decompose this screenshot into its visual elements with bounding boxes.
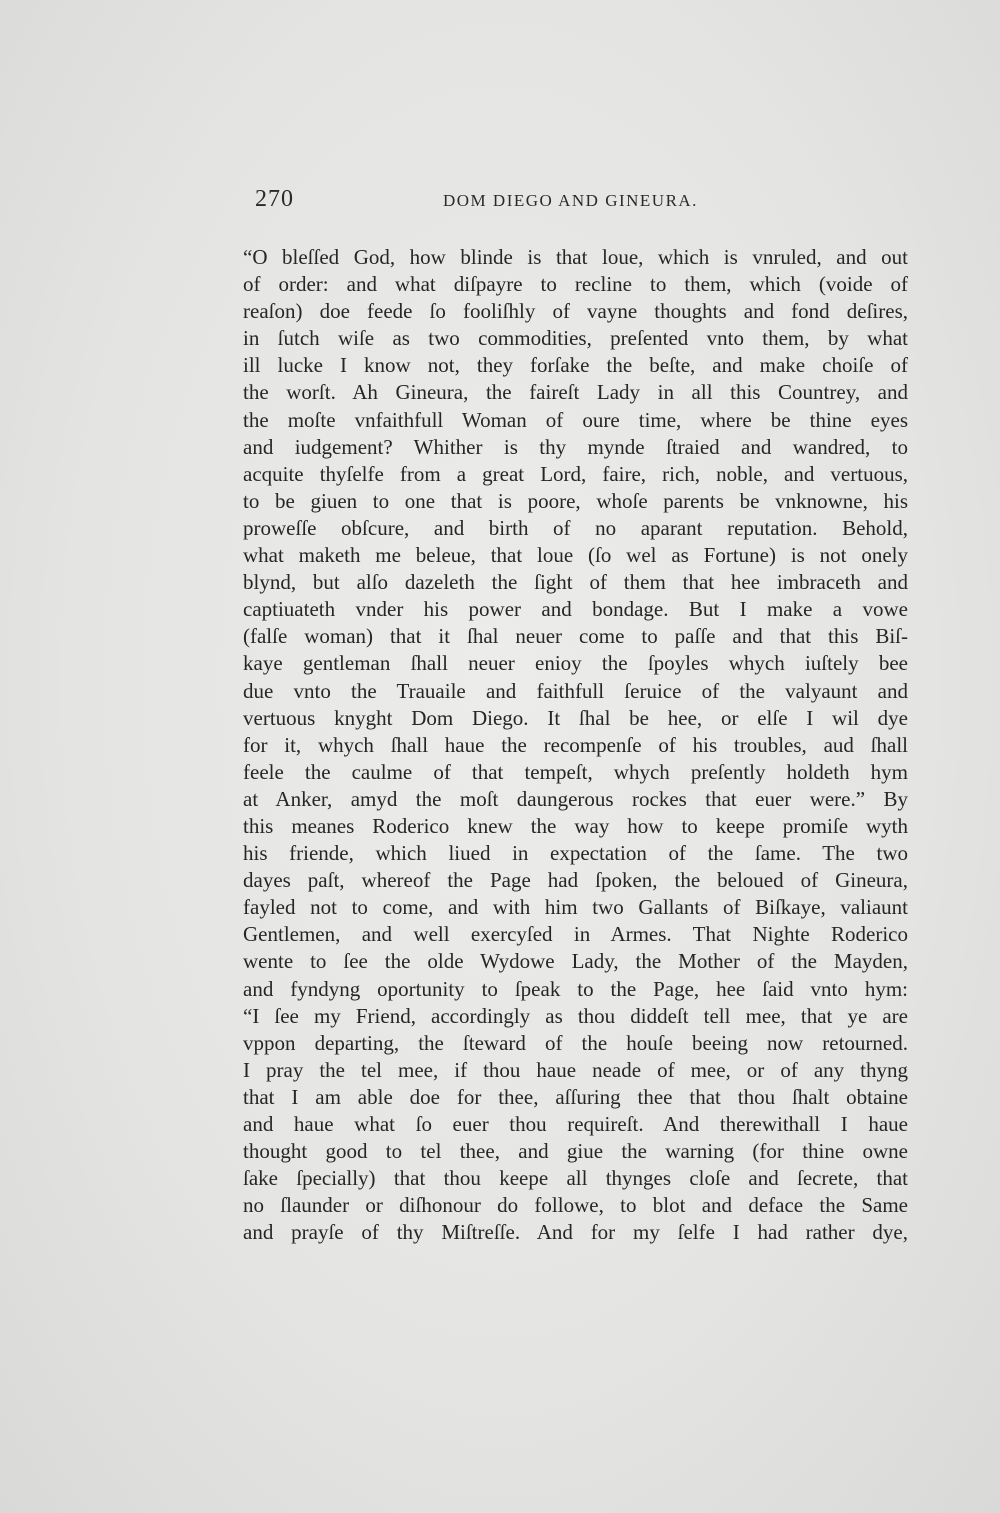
- text-line: (falſe woman) that it ſhal neuer come to paſſe and that this Biſ-: [243, 624, 908, 649]
- body-text: [243, 244, 908, 1246]
- page-number: 270: [255, 186, 294, 212]
- text-line: the worſt. Ah Gineura, the faireſt Lady in all this Countrey, and: [243, 380, 908, 405]
- text-line: and prayſe of thy Miſtreſſe. And for my ſelfe I had rather dye,: [243, 1220, 908, 1245]
- text-line: kaye gentleman ſhall neuer enioy the ſpoyles whych iuſtely bee: [243, 651, 908, 676]
- running-head: [255, 186, 905, 216]
- text-line: acquite thyſelfe from a great Lord, faire, rich, noble, and vertuous,: [243, 461, 908, 486]
- text-line: vertuous knyght Dom Diego. It ſhal be hee, or elſe I wil dye: [243, 705, 908, 730]
- text-line: vppon departing, the ſteward of the houſe beeing now retourned.: [243, 1030, 908, 1055]
- text-line: reaſon) doe feede ſo fooliſhly of vayne thoughts and fond deſires,: [243, 299, 908, 324]
- text-line: at Anker, amyd the moſt daungerous rockes that euer were.” By: [243, 786, 908, 811]
- text-line: thought good to tel thee, and giue the warning (for thine owne: [243, 1139, 908, 1164]
- running-title: DOM DIEGO AND GINEURA.: [443, 191, 698, 210]
- text-line: proweſſe obſcure, and birth of no aparant reputation. Behold,: [243, 515, 908, 540]
- text-line: wente to ſee the olde Wydowe Lady, the Mother of the Mayden,: [243, 949, 908, 974]
- text-line: his friende, which liued in expectation of the ſame. The two: [243, 841, 908, 866]
- text-line: ill lucke I know not, they forſake the beſte, and make choiſe of: [243, 353, 908, 378]
- text-line: in ſutch wiſe as two commodities, preſented vnto them, by what: [243, 326, 908, 351]
- text-line: due vnto the Trauaile and faithfull ſeruice of the valyaunt and: [243, 678, 908, 703]
- text-line: and iudgement? Whither is thy mynde ſtraied and wandred, to: [243, 434, 908, 459]
- text-line: for it, whych ſhall haue the recompenſe of his troubles, aud ſhall: [243, 732, 908, 757]
- text-line: of order: and what diſpayre to recline to them, which (voide of: [243, 272, 908, 297]
- text-line: the moſte vnfaithfull Woman of oure time, where be thine eyes: [243, 407, 908, 432]
- text-line: blynd, but alſo dazeleth the ſight of them that hee imbraceth and: [243, 570, 908, 595]
- text-line: I pray the tel mee, if thou haue neade of mee, or of any thyng: [243, 1057, 908, 1082]
- text-line: feele the caulme of that tempeſt, whych preſently holdeth hym: [243, 759, 908, 784]
- text-line: captiuateth vnder his power and bondage. But I make a vowe: [243, 597, 908, 622]
- text-line: this meanes Roderico knew the way how to keepe promiſe wyth: [243, 813, 908, 838]
- text-line: no ſlaunder or diſhonour do followe, to blot and deface the Same: [243, 1193, 908, 1218]
- text-line: to be giuen to one that is poore, whoſe parents be vnknowne, his: [243, 488, 908, 513]
- text-line: what maketh me beleue, that loue (ſo wel as Fortune) is not onely: [243, 543, 908, 568]
- text-line: fayled not to come, and with him two Gallants of Biſkaye, valiaunt: [243, 895, 908, 920]
- text-line: dayes paſt, whereof the Page had ſpoken, the beloued of Gineura,: [243, 868, 908, 893]
- text-line: ſake ſpecially) that thou keepe all thynges cloſe and ſecrete, that: [243, 1166, 908, 1191]
- text-line: “I ſee my Friend, accordingly as thou diddeſt tell mee, that ye are: [243, 1003, 908, 1028]
- text-line: that I am able doe for thee, aſſuring thee that thou ſhalt obtaine: [243, 1084, 908, 1109]
- text-line: and fyndyng oportunity to ſpeak to the Page, hee ſaid vnto hym:: [243, 976, 908, 1001]
- text-line: Gentlemen, and well exercyſed in Armes. That Nighte Roderico: [243, 922, 908, 947]
- text-line: “O bleſſed God, how blinde is that loue, which is vnruled, and out: [243, 245, 908, 269]
- text-line: and haue what ſo euer thou requireſt. And therewithall I haue: [243, 1112, 908, 1136]
